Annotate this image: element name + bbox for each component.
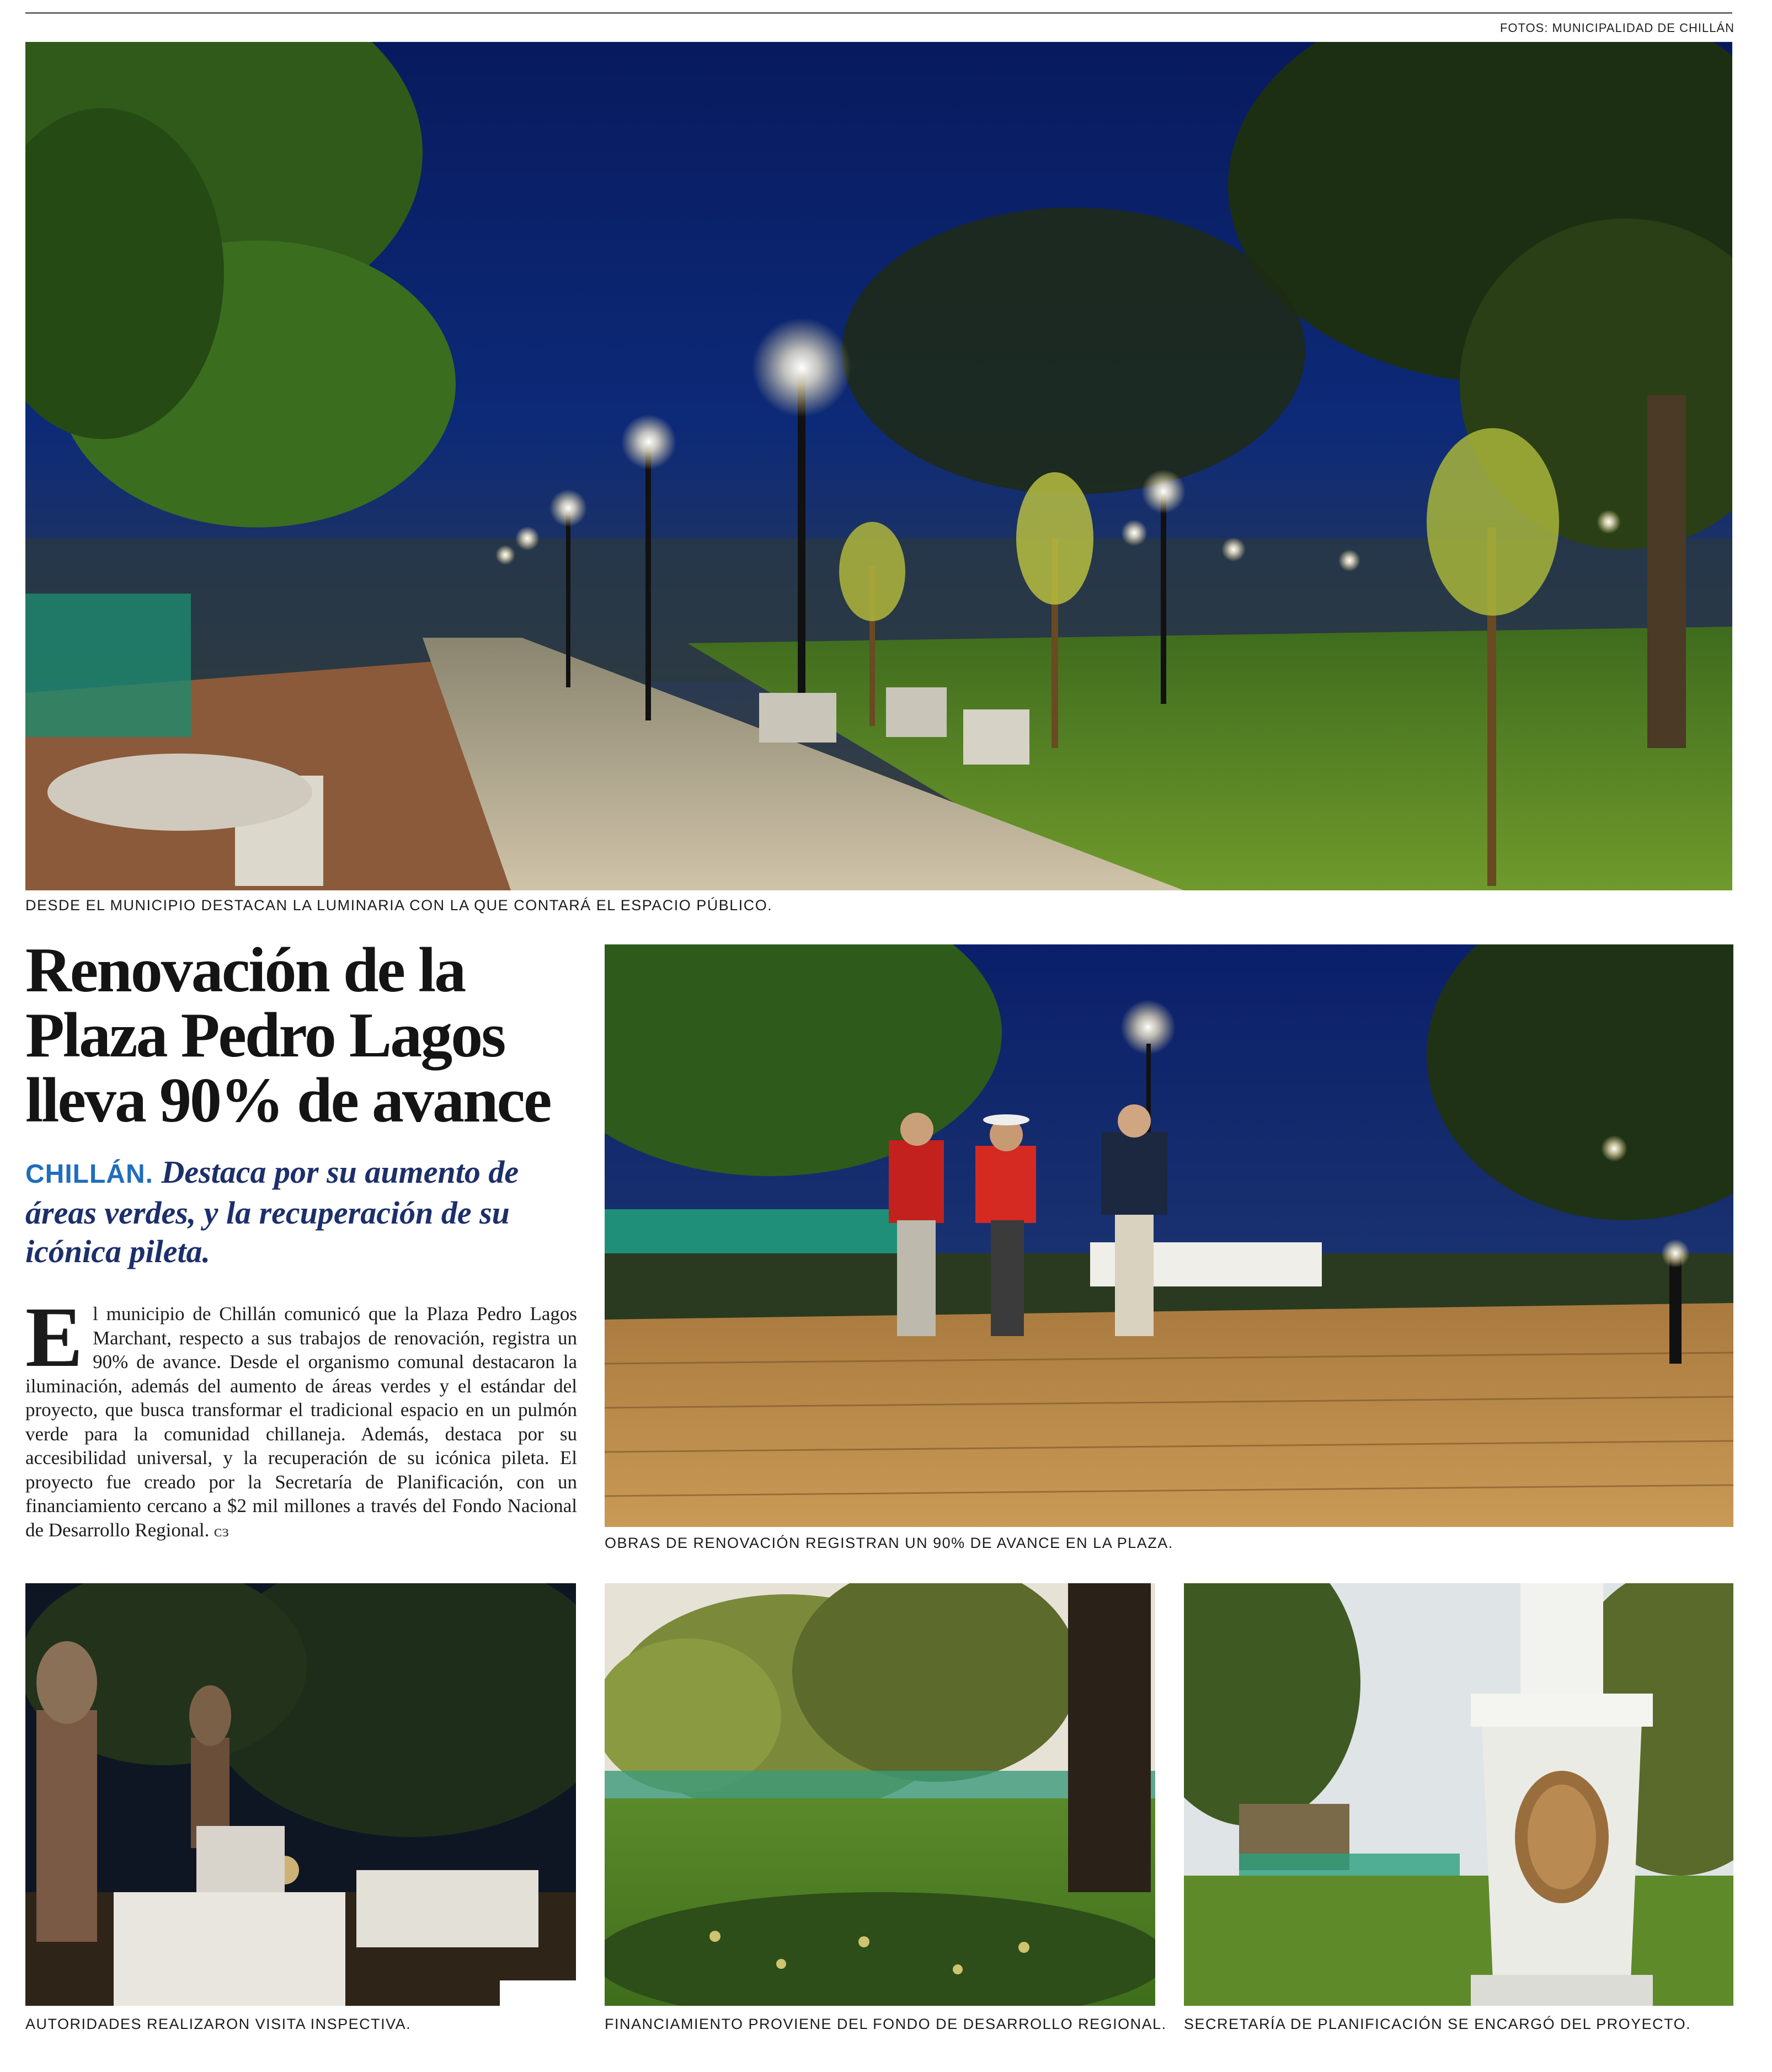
hero-photo <box>25 42 1732 890</box>
headline: Renovación de la Plaza Pedro Lagos lleva 90% de avance <box>25 935 551 1136</box>
dek: Destaca por su aumento de áreas verdes, y la recuperación de su icónica pileta. <box>25 1154 519 1269</box>
end-mark: ᴄɜ <box>214 1521 229 1540</box>
monument-caption: SECRETARÍA DE PLANIFICACIÓN SE ENCARGÓ DEL PROYECTO. <box>1184 2016 1691 2032</box>
dropcap: E <box>25 1289 83 1385</box>
kicker: CHILLÁN. <box>25 1160 153 1189</box>
garden-caption: FINANCIAMIENTO PROVIENE DEL FONDO DE DESARROLLO REGIONAL. <box>605 2016 1167 2032</box>
subheadline <box>25 1153 583 1271</box>
walk-photo <box>605 944 1733 1527</box>
article-body <box>25 1289 577 1543</box>
top-rule <box>25 12 1732 14</box>
photo-credit: FOTOS: MUNICIPALIDAD DE CHILLÁN <box>1499 21 1734 35</box>
walk-caption: OBRAS DE RENOVACIÓN REGISTRAN UN 90% DE AVANCE EN LA PLAZA. <box>605 1535 1173 1551</box>
hero-caption: DESDE EL MUNICIPIO DESTACAN LA LUMINARIA CON LA QUE CONTARÁ EL ESPACIO PÚBLICO. <box>25 897 773 914</box>
busts-photo <box>25 1583 576 2006</box>
body-paragraph: l municipio de Chillán comunicó que la Plaza Pedro Lagos Marchant, respecto a sus trabajos de renovación, registra un 90% de avance. Desde el organismo comunal destacaron la iluminación, además del aumento de áreas verdes y el estándar del proyecto, que busca transformar el tradicional espacio en un pulmón verde para la comunidad chillaneja. Además, destaca por su accesibilidad universal, y la recuperación de su icónica pileta. El proyecto fue creado por la Secretaría de Planificación, con un financiamiento cercano a $2 mil millones a través del Fondo Nacional de Desarrollo Regional. <box>25 1303 577 1541</box>
monument-photo <box>1184 1583 1733 2006</box>
garden-photo <box>605 1583 1155 2006</box>
busts-caption: AUTORIDADES REALIZARON VISITA INSPECTIVA. <box>25 2016 412 2032</box>
